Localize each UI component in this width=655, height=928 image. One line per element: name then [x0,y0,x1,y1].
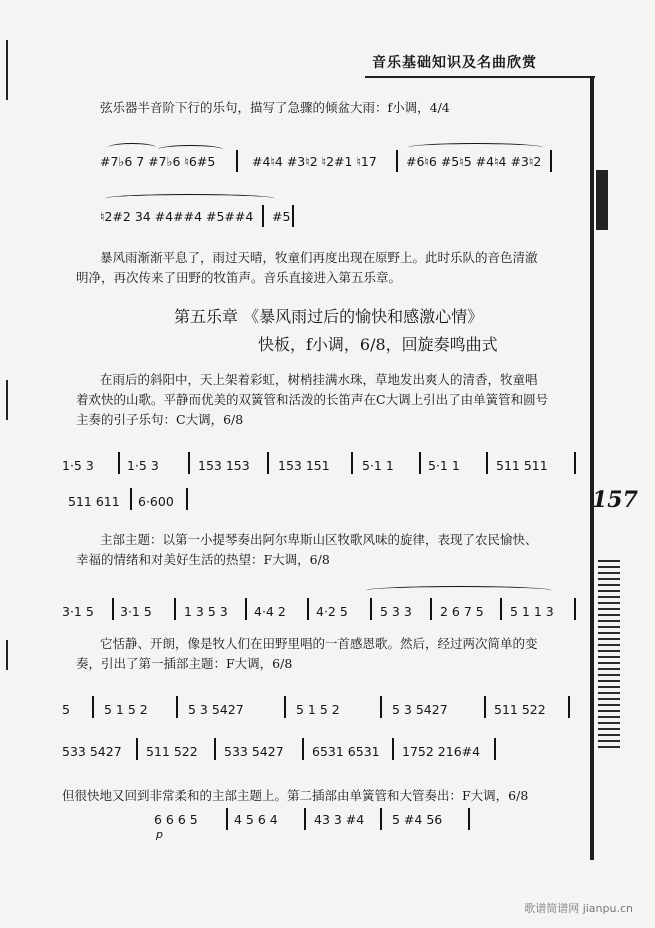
barline [136,738,138,760]
slur [105,194,275,203]
slur [408,143,543,152]
notation-measure: 533 5427 [224,744,284,759]
binding-mark [6,640,8,670]
slur [108,143,156,152]
barline [236,150,238,172]
page-edge-rule [590,76,594,860]
notation-measure: ♮2#2 34 #4##4 #5##4 [100,209,254,224]
page-edge-stripes [598,560,620,750]
notation-measure: 4 5 6 4 [234,812,278,827]
slur [158,145,223,154]
notation-measure: 6531 6531 [312,744,380,759]
barline [486,452,488,474]
notation-measure: #5 [272,209,291,224]
notation-measure: 3·1 5 [62,604,94,619]
paragraph: 弦乐器半音阶下行的乐句，描写了急骤的倾盆大雨：f小调，4/4 [100,100,450,115]
barline [226,808,228,830]
notation-measure: 6·600 [138,494,174,509]
notation-measure: #7♭6 7 #7♭6 ♮6#5 [100,154,216,169]
barline [392,738,394,760]
binding-mark [6,40,8,100]
notation-measure: 4·2 5 [316,604,348,619]
barline [380,696,382,718]
barline [494,738,496,760]
paragraph: 着欢快的山歌。平静而优美的双簧管和活泼的长笛声在C大调上引出了由单簧管和圆号 [76,392,549,407]
notation-measure: 1 3 5 3 [184,604,228,619]
notation-measure: 5·1 1 [362,458,394,473]
notation-measure: 1752 216#4 [402,744,481,759]
barline [304,808,306,830]
notation-measure: 6 6 6 5 [154,812,198,827]
notation-measure: 511 522 [146,744,198,759]
paragraph: 它恬静、开朗，像是牧人们在田野里唱的一首感恩歌。然后，经过两次简单的变 [100,636,538,651]
barline [130,488,132,510]
notation-measure: 5 3 5427 [188,702,244,717]
notation-measure: 5 3 5427 [392,702,448,717]
notation-measure: 5 [62,702,70,717]
barline [186,488,188,510]
barline [568,696,570,718]
barline [419,452,421,474]
barline [262,205,264,227]
notation-measure: 511 511 [496,458,548,473]
barline [468,808,470,830]
barline [380,808,382,830]
barline [307,598,309,620]
barline [214,738,216,760]
notation-measure: 153 151 [278,458,330,473]
notation-measure: #4♮4 #3♮2 ♮2#1 ♮17 [252,154,377,169]
page-number: 157 [592,487,638,513]
barline [118,452,120,474]
notation-measure: 153 153 [198,458,250,473]
notation-measure: #6♮6 #5♮5 #4♮4 #3♮2 [406,154,542,169]
notation-measure: 1·5 3 [127,458,159,473]
barline [112,598,114,620]
barline [92,696,94,718]
barline [396,150,398,172]
barline [292,205,294,227]
notation-measure: 5·1 1 [428,458,460,473]
paragraph: 在雨后的斜阳中，天上架着彩虹，树梢挂满水珠，草地发出爽人的清香，牧童唱 [100,372,538,387]
barline [500,598,502,620]
notation-measure: 43 3 #4 [314,812,365,827]
barline [302,738,304,760]
notation-measure: 5 1 5 2 [104,702,148,717]
notation-measure: 511 611 [68,494,120,509]
paragraph: 暴风雨渐渐平息了，雨过天晴，牧童们再度出现在原野上。此时乐队的音色清澈 [100,250,538,265]
slur [366,586,552,595]
barline [351,452,353,474]
notation-measure: 5 1 5 2 [296,702,340,717]
paragraph: 主部主题：以第一小提琴奏出阿尔卑斯山区牧歌风味的旋律，表现了农民愉快、 [100,532,538,547]
barline [574,452,576,474]
watermark: 歌谱简谱网 jianpu.cn [524,902,633,915]
running-header: 音乐基础知识及名曲欣赏 [372,55,537,71]
barline [245,598,247,620]
chapter-title: 第五乐章 《暴风雨过后的愉快和感激心情》 [174,307,484,326]
notation-measure: 2 6 7 5 [440,604,484,619]
paragraph: 但很快地又回到非常柔和的主部主题上。第二插部由单簧管和大管奏出：F大调，6/8 [62,788,529,803]
barline [284,696,286,718]
binding-mark [6,380,8,420]
header-rule [365,76,595,78]
barline [430,598,432,620]
paragraph: 主奏的引子乐句：C大调，6/8 [76,412,244,427]
dynamic-marking: p [156,828,163,841]
chapter-subtitle: 快板，f小调，6/8，回旋奏鸣曲式 [258,335,498,354]
barline [267,452,269,474]
notation-measure: 533 5427 [62,744,122,759]
notation-measure: 511 522 [494,702,546,717]
barline [188,452,190,474]
paragraph: 幸福的情绪和对美好生活的热望：F大调，6/8 [76,552,330,567]
barline [574,598,576,620]
paragraph: 明净，再次传来了田野的牧笛声。音乐直接进入第五乐章。 [76,270,402,285]
notation-measure: 5 1 1 3 [510,604,554,619]
barline [484,696,486,718]
notation-measure: 5 3 3 [380,604,412,619]
notation-measure: 3·1 5 [120,604,152,619]
barline [550,150,552,172]
paragraph: 奏，引出了第一插部主题：F大调，6/8 [76,656,293,671]
barline [176,696,178,718]
barline [370,598,372,620]
notation-measure: 4·4 2 [254,604,286,619]
page-edge-mark [596,170,608,230]
notation-measure: 1·5 3 [62,458,94,473]
barline [174,598,176,620]
notation-measure: 5 #4 56 [392,812,443,827]
